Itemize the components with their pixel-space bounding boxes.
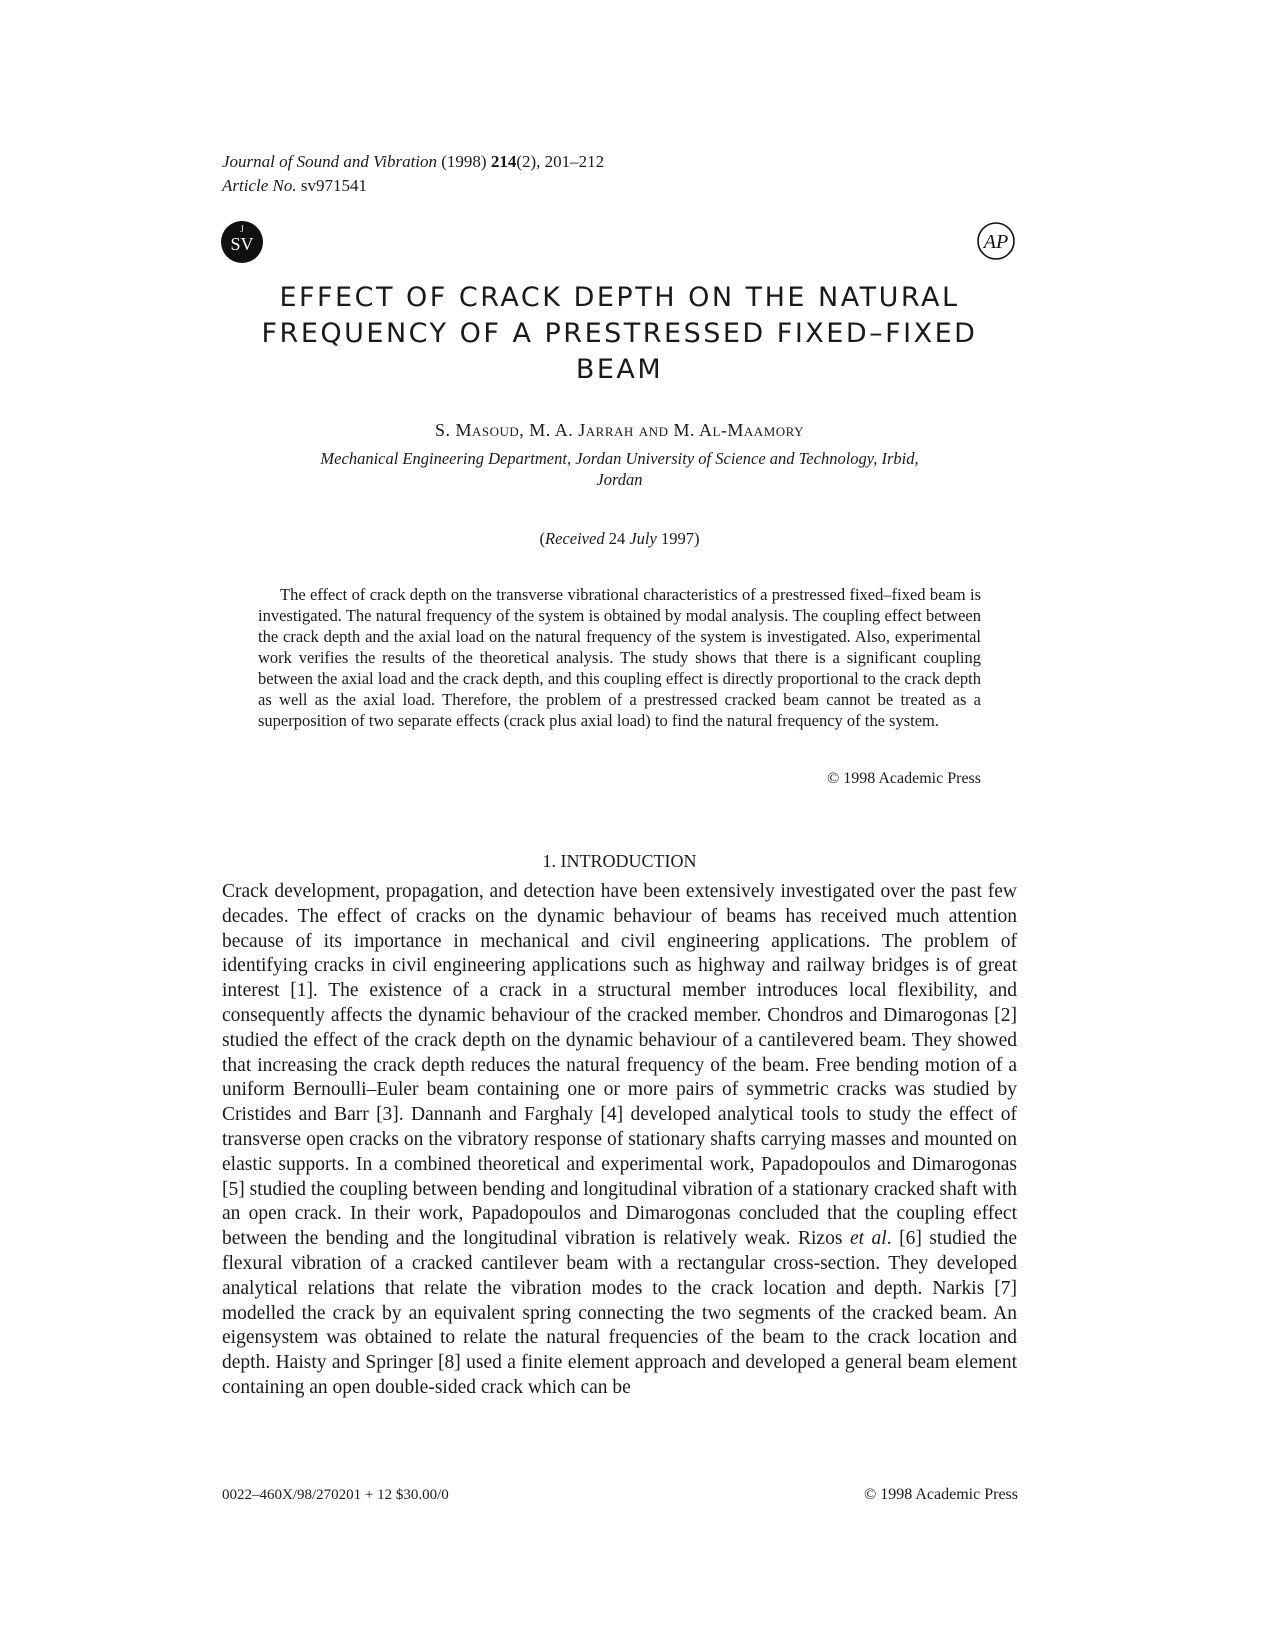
title-line: FREQUENCY OF A PRESTRESSED FIXED–FIXED [261,318,978,349]
journal-name: Journal of Sound and Vibration [222,152,438,171]
footer-code: 0022–460X/98/270201 + 12 $30.00/0 [222,1487,449,1503]
svg-text:AP: AP [983,231,1009,253]
footer-copyright: © 1998 Academic Press [864,1486,1018,1503]
author-list: S. Masoud, M. A. Jarrah and M. Al-Maamory [434,420,804,440]
journal-year: (1998) [441,152,487,171]
affiliation-line: Jordan [596,470,643,489]
section-heading: 1. INTRODUCTION [542,851,697,871]
title-line: EFFECT OF CRACK DEPTH ON THE NATURAL [279,282,960,313]
abstract-copyright: © 1998 Academic Press [827,770,981,787]
title-line: BEAM [575,354,664,385]
journal-citation [222,150,604,174]
academic-press-logo [976,221,1016,261]
paper-title [222,280,1017,388]
received-date: (Received 24 July 1997) [539,529,700,548]
article-id: sv971541 [300,176,367,195]
abstract-text: The effect of crack depth on the transverse vibrational characteristics of a prestressed fixed–fixed beam is investigated. The natural frequency of the system is obtained by modal analysis. The coupling effect between the crack depth and the axial load on the natural frequency of the system is investigated. Also, experimental work verifies the results of the theoretical analysis. The study shows that there is a significant coupling between the axial load and the crack depth, and this coupling effect is directly proportional to the crack depth as well as the axial load. Therefore, the problem of a prestressed cracked beam cannot be treated as a superposition of two separate effects (crack plus axial load) to find the natural frequency of the system. [258,585,981,730]
article-number [222,174,367,198]
affiliation-line: Mechanical Engineering Department, Jordan University of Science and Technology, Irbid, [320,449,919,468]
body-paragraph: Crack development, propagation, and detection have been extensively investigated over the past few decades. The effect of cracks on the dynamic behaviour of beams has received much attention because of its importance in mechanical and civil engineering applications. The problem of identifying cracks in civil engineering applications such as highway and railway bridges is of great interest [1]. The existence of a crack in a structural member introduces local flexibility, and consequently affects the dynamic behaviour of the cracked member. Chondros and Dimarogonas [2] studied the effect of the crack depth on the dynamic behaviour of a cantilevered beam. They showed that increasing the crack depth reduces the natural frequency of the beam. Free bending motion of a uniform Bernoulli–Euler beam containing one or more pairs of symmetric cracks was studied by Cristides and Barr [3]. Dannanh and Farghaly [4] developed analytical tools to study the effect of transverse open cracks on the vibratory response of stationary shafts carrying masses and mounted on elastic supports. In a combined theoretical and experimental work, Papadopoulos and Dimarogonas [5] studied the coupling between bending and longitudinal vibration of a stationary cracked shaft with an open crack. In their work, Papadopoulos and Dimarogonas concluded that the coupling effect between the bending and the longitudinal vibration is relatively weak. Rizos et al. [6] studied the flexural vibration of a cracked cantilever beam with a rectangular cross-section. They developed analytical relations that relate the vibration modes to the crack location and depth. Narkis [7] modelled the crack by an equivalent spring connecting the two segments of the cracked beam. An eigensystem was obtained to relate the natural frequencies of the beam to the crack location and depth. Haisty and Springer [8] used a finite element approach and developed a general beam element containing an open double-sided crack which can be [222,881,1018,1398]
journal-sv-logo: J SV [221,221,263,263]
journal-issue-pages: (2), 201–212 [516,152,605,171]
article-label: Article No. [222,176,297,195]
affiliation [250,448,989,490]
journal-volume: 214 [490,152,517,171]
